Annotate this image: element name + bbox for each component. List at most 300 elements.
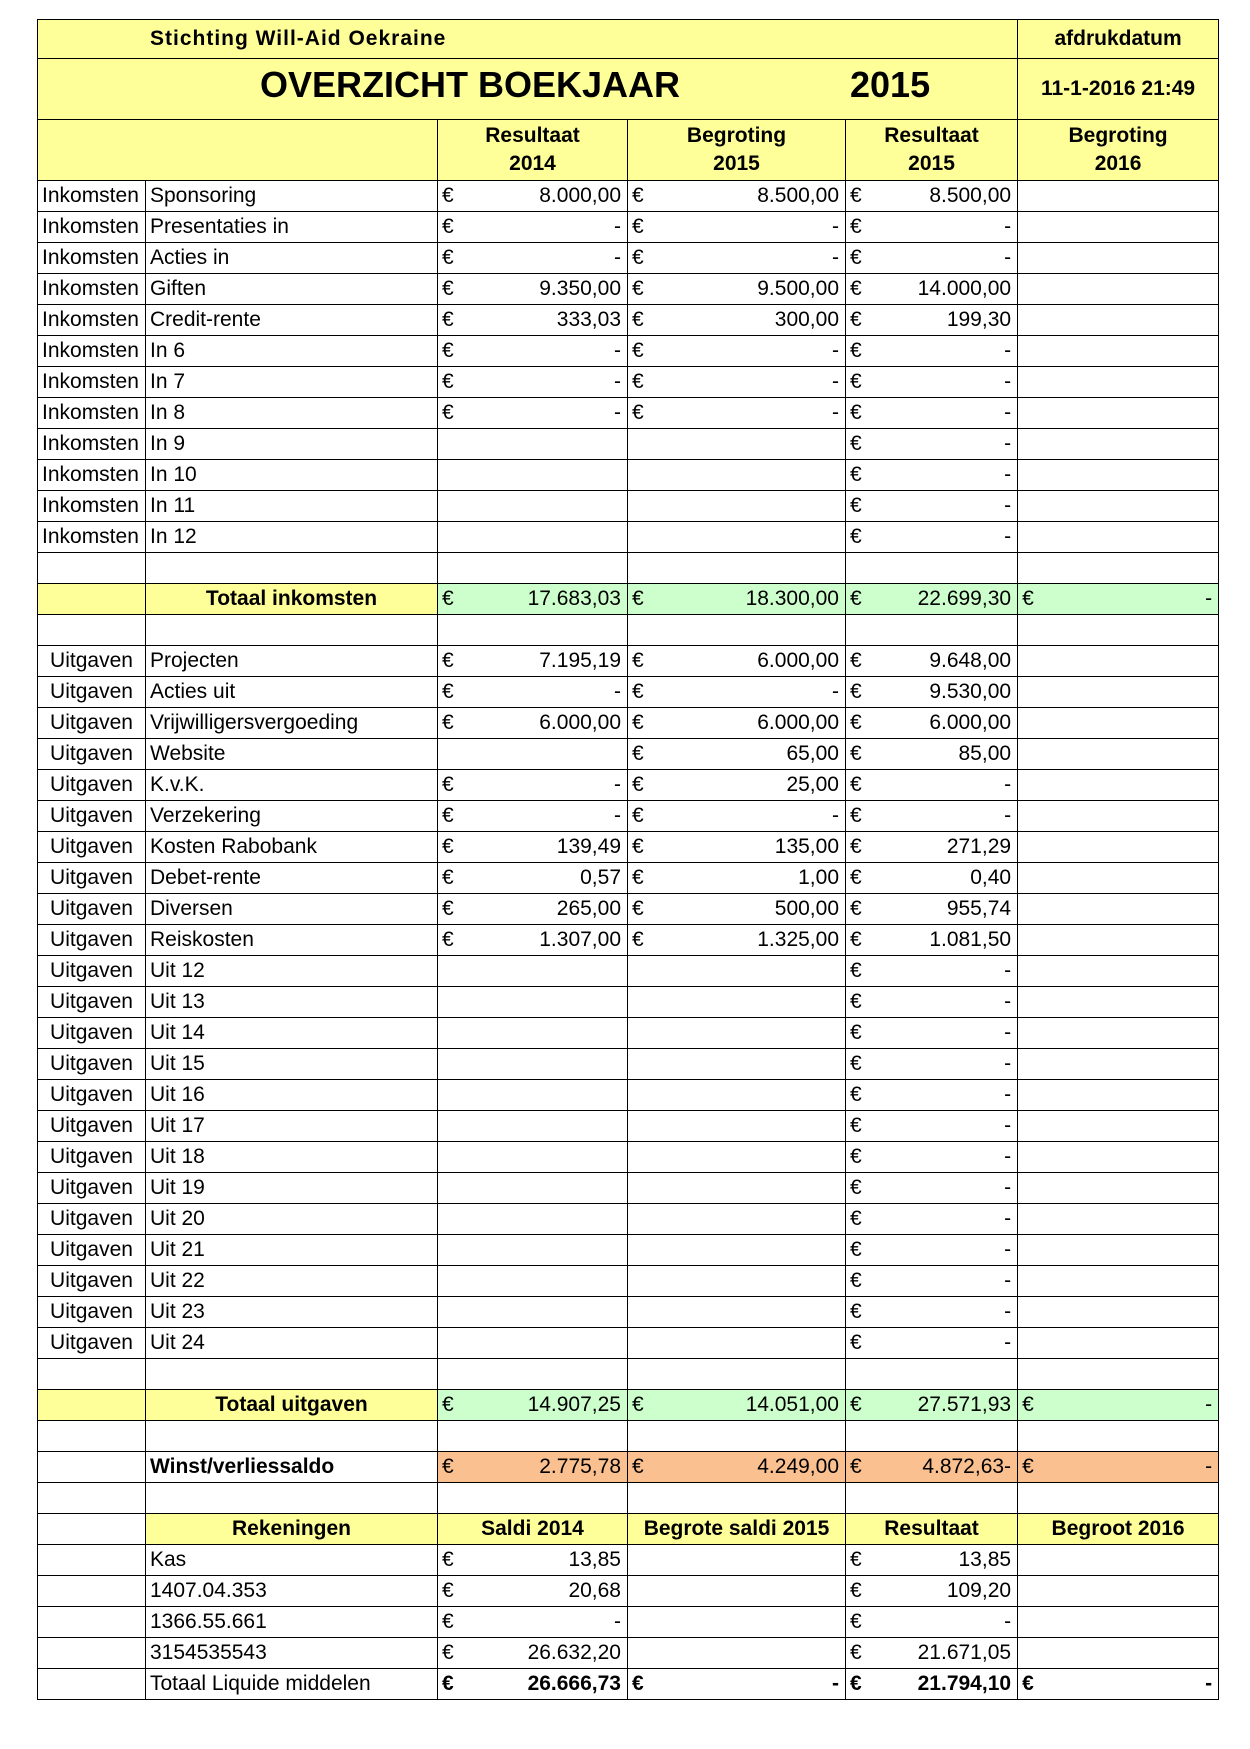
- budget-2016: [1018, 677, 1219, 708]
- empty-cell: [1018, 553, 1219, 584]
- budget-2015-value: [632, 213, 841, 241]
- amount: 265,00: [556, 897, 621, 920]
- budget-2015-value: [632, 306, 841, 334]
- euro-sign: €: [850, 277, 862, 300]
- budget-2015: [628, 1049, 846, 1080]
- accounts-total-result: [846, 1669, 1018, 1700]
- budget-2016: [1018, 646, 1219, 677]
- result-2014: [438, 987, 628, 1018]
- empty-cell: [1018, 615, 1219, 646]
- euro-sign: €: [632, 897, 644, 920]
- empty-cell: [38, 1359, 146, 1390]
- account-row: [38, 1638, 1219, 1669]
- amount: -: [1004, 959, 1012, 982]
- empty-cell: [146, 615, 438, 646]
- euro-sign: €: [442, 680, 454, 703]
- budget-2016: [1018, 863, 1219, 894]
- amount: -: [832, 401, 839, 424]
- result-2014: [438, 398, 628, 429]
- euro-sign: €: [850, 1083, 862, 1106]
- empty-cell: [1018, 1421, 1219, 1452]
- account-saldo-2014: [438, 1638, 628, 1669]
- budget-2016: [1018, 925, 1219, 956]
- result-2015: [846, 491, 1018, 522]
- euro-sign: €: [850, 866, 862, 889]
- account-budget-2016: [1018, 1545, 1219, 1576]
- result-2015-value: [850, 182, 1013, 210]
- account-result-value: [850, 1608, 1013, 1636]
- amount: -: [1004, 990, 1012, 1013]
- overview-sheet: [37, 19, 1219, 1700]
- row-label: Credit-rente: [146, 305, 438, 336]
- budget-2015: [628, 274, 846, 305]
- row-label: Projecten: [146, 646, 438, 677]
- total-budget-2016: [1018, 1390, 1219, 1421]
- euro-sign: €: [632, 928, 644, 951]
- empty-cell: [38, 1390, 146, 1421]
- budget-2015: [628, 770, 846, 801]
- budget-2016: [1018, 1328, 1219, 1359]
- empty-cell: [628, 1359, 846, 1390]
- result-2015: [846, 181, 1018, 212]
- spacer-row: [38, 1359, 1219, 1390]
- budget-2015: [628, 1111, 846, 1142]
- row-category: Inkomsten: [38, 398, 146, 429]
- amount: -: [1004, 525, 1012, 548]
- expense-total-row: [38, 1390, 1219, 1421]
- accounts-total-2014: [438, 1669, 628, 1700]
- amount: 6.000,00: [539, 711, 621, 734]
- result-2015-value: [850, 461, 1013, 489]
- result-2014: [438, 1328, 628, 1359]
- account-result-value: [850, 1639, 1013, 1667]
- euro-sign: €: [442, 1641, 454, 1664]
- table-row: [38, 677, 1219, 708]
- col-header-result-2015-line1: Resultaat: [884, 124, 979, 147]
- result-2014: [438, 460, 628, 491]
- result-2015-value: [850, 833, 1013, 861]
- budget-2015-value: [632, 709, 841, 737]
- euro-sign: €: [442, 711, 454, 734]
- empty-cell: [628, 553, 846, 584]
- amount: 0,40: [970, 866, 1012, 889]
- row-category: Uitgaven: [38, 1328, 146, 1359]
- result-2014: [438, 708, 628, 739]
- result-2015: [846, 1328, 1018, 1359]
- result-2015-value: [850, 244, 1013, 272]
- row-category: Uitgaven: [38, 1080, 146, 1111]
- result-2015: [846, 1297, 1018, 1328]
- amount: -: [614, 215, 621, 238]
- budget-2016: [1018, 398, 1219, 429]
- accounts-total-row: [38, 1669, 1219, 1700]
- account-budget-2016: [1018, 1576, 1219, 1607]
- euro-sign: €: [850, 990, 862, 1013]
- budget-2016: [1018, 491, 1219, 522]
- empty-cell: [1018, 1359, 1219, 1390]
- euro-sign: €: [850, 1145, 862, 1168]
- budget-2015: [628, 739, 846, 770]
- table-row: [38, 1266, 1219, 1297]
- row-label: Website: [146, 739, 438, 770]
- budget-2015-value: [632, 275, 841, 303]
- euro-sign: €: [850, 1641, 862, 1664]
- total-2015-value: [850, 585, 1013, 613]
- col-header-result-2015-line2: 2015: [908, 152, 955, 175]
- result-2014-value: [442, 306, 623, 334]
- budget-2015: [628, 987, 846, 1018]
- euro-sign: €: [632, 370, 644, 393]
- row-label: K.v.K.: [146, 770, 438, 801]
- row-category: Inkomsten: [38, 336, 146, 367]
- euro-sign: €: [442, 1393, 454, 1416]
- budget-2015: [628, 1204, 846, 1235]
- account-saldo-2014-value: [442, 1546, 623, 1574]
- empty-cell: [38, 1421, 146, 1452]
- row-category: Uitgaven: [38, 863, 146, 894]
- euro-sign: €: [442, 866, 454, 889]
- budget-2016: [1018, 429, 1219, 460]
- amount: -: [1004, 1269, 1012, 1292]
- amount: 955,74: [946, 897, 1012, 920]
- result-2015: [846, 274, 1018, 305]
- overview-title-cell: [38, 59, 1018, 120]
- euro-sign: €: [442, 215, 454, 238]
- amount: -: [614, 370, 621, 393]
- result-2014-value: [442, 244, 623, 272]
- euro-sign: €: [632, 339, 644, 362]
- account-budget-2016: [1018, 1607, 1219, 1638]
- result-2015-value: [850, 1267, 1013, 1295]
- amount: 9.648,00: [929, 649, 1012, 672]
- balance-row-label: Winst/verliessaldo: [146, 1452, 438, 1483]
- empty-cell: [38, 1638, 146, 1669]
- table-row: [38, 1018, 1219, 1049]
- budget-2016: [1018, 460, 1219, 491]
- total-budget-2015-value: [632, 585, 841, 613]
- euro-sign: €: [632, 587, 644, 610]
- row-label: Acties in: [146, 243, 438, 274]
- budget-2016: [1018, 708, 1219, 739]
- amount: 2.775,78: [539, 1455, 621, 1478]
- euro-sign: €: [632, 401, 644, 424]
- euro-sign: €: [850, 1548, 862, 1571]
- col-header-result-2015: [846, 120, 1018, 181]
- amount: 1,00: [798, 866, 839, 889]
- total-budget-2016-value: [1022, 1453, 1214, 1481]
- euro-sign: €: [850, 1300, 862, 1323]
- result-2014-value: [442, 337, 623, 365]
- amount: -: [1004, 1207, 1012, 1230]
- result-2015: [846, 243, 1018, 274]
- empty-cell: [628, 615, 846, 646]
- amount: -: [1004, 215, 1012, 238]
- row-label: Uit 12: [146, 956, 438, 987]
- accounts-header-row: [38, 1514, 1219, 1545]
- amount: -: [1004, 494, 1012, 517]
- amount: -: [832, 339, 839, 362]
- account-name: Kas: [146, 1545, 438, 1576]
- amount: 14.907,25: [527, 1393, 621, 1416]
- row-category: Uitgaven: [38, 677, 146, 708]
- budget-2015: [628, 832, 846, 863]
- table-row: [38, 801, 1219, 832]
- result-2015: [846, 305, 1018, 336]
- euro-sign: €: [850, 587, 862, 610]
- budget-2016: [1018, 832, 1219, 863]
- income-total-row-label: Totaal inkomsten: [146, 584, 438, 615]
- amount: -: [1004, 370, 1012, 393]
- budget-2016: [1018, 1297, 1219, 1328]
- empty-cell: [146, 553, 438, 584]
- result-2015: [846, 987, 1018, 1018]
- total-2014-value: [442, 1391, 623, 1419]
- budget-2016: [1018, 305, 1219, 336]
- total-budget-2015-value: [632, 1391, 841, 1419]
- euro-sign: €: [632, 1393, 644, 1416]
- empty-cell: [846, 553, 1018, 584]
- result-2015-value: [850, 895, 1013, 923]
- euro-sign: €: [442, 184, 454, 207]
- result-2015: [846, 708, 1018, 739]
- row-label: Uit 22: [146, 1266, 438, 1297]
- row-category: Uitgaven: [38, 1297, 146, 1328]
- amount: 333,03: [556, 308, 621, 331]
- total-budget-2016: [1018, 1452, 1219, 1483]
- amount: -: [614, 401, 621, 424]
- account-saldo-2014-value: [442, 1639, 623, 1667]
- euro-sign: €: [850, 1238, 862, 1261]
- euro-sign: €: [632, 308, 644, 331]
- total-2015: [846, 1390, 1018, 1421]
- euro-sign: €: [442, 897, 454, 920]
- row-category: Inkomsten: [38, 491, 146, 522]
- row-category: Inkomsten: [38, 305, 146, 336]
- euro-sign: €: [850, 1269, 862, 1292]
- row-category: Uitgaven: [38, 894, 146, 925]
- budget-2015-value: [632, 740, 841, 768]
- print-date-label: afdrukdatum: [1018, 20, 1219, 59]
- budget-2015: [628, 677, 846, 708]
- euro-sign: €: [850, 246, 862, 269]
- row-category: Inkomsten: [38, 460, 146, 491]
- euro-sign: €: [1022, 587, 1034, 610]
- amount: 139,49: [556, 835, 621, 858]
- result-2015: [846, 1173, 1018, 1204]
- result-2015: [846, 522, 1018, 553]
- result-2014: [438, 677, 628, 708]
- empty-cell: [438, 553, 628, 584]
- table-row: [38, 181, 1219, 212]
- result-2014: [438, 367, 628, 398]
- account-row: [38, 1545, 1219, 1576]
- accounts-total-2014-value: [442, 1670, 623, 1698]
- euro-sign: €: [632, 742, 644, 765]
- table-row: [38, 336, 1219, 367]
- budget-2016: [1018, 1111, 1219, 1142]
- amount: -: [832, 370, 839, 393]
- amount: -: [614, 246, 621, 269]
- result-2015-value: [850, 1143, 1013, 1171]
- row-label: Uit 17: [146, 1111, 438, 1142]
- empty-cell: [846, 1421, 1018, 1452]
- row-label: In 8: [146, 398, 438, 429]
- result-2014: [438, 1297, 628, 1328]
- row-category: Uitgaven: [38, 646, 146, 677]
- budget-2015: [628, 398, 846, 429]
- total-2014: [438, 1452, 628, 1483]
- row-category: Uitgaven: [38, 1173, 146, 1204]
- euro-sign: €: [632, 215, 644, 238]
- result-2015-value: [850, 864, 1013, 892]
- row-category: Inkomsten: [38, 212, 146, 243]
- amount: 109,20: [946, 1579, 1012, 1602]
- row-label: Reiskosten: [146, 925, 438, 956]
- accounts-header-s2014: Saldi 2014: [438, 1514, 628, 1545]
- total-budget-2015-value: [632, 1453, 841, 1481]
- total-2014-value: [442, 1453, 623, 1481]
- budget-2016: [1018, 1266, 1219, 1297]
- result-2014: [438, 491, 628, 522]
- budget-2015: [628, 429, 846, 460]
- amount: -: [614, 1610, 621, 1633]
- amount: -: [1004, 246, 1012, 269]
- empty-cell: [38, 1669, 146, 1700]
- table-row: [38, 243, 1219, 274]
- budget-2016: [1018, 1235, 1219, 1266]
- table-row: [38, 1204, 1219, 1235]
- amount: 20,68: [568, 1579, 621, 1602]
- row-category: Uitgaven: [38, 832, 146, 863]
- amount: 8.000,00: [539, 184, 621, 207]
- result-2014-value: [442, 213, 623, 241]
- euro-sign: €: [632, 835, 644, 858]
- result-2015-value: [850, 1081, 1013, 1109]
- euro-sign: €: [1022, 1393, 1034, 1416]
- empty-cell: [846, 1359, 1018, 1390]
- result-2015: [846, 336, 1018, 367]
- euro-sign: €: [850, 1114, 862, 1137]
- account-result: [846, 1607, 1018, 1638]
- total-2015-value: [850, 1391, 1013, 1419]
- budget-2016: [1018, 801, 1219, 832]
- budget-2015: [628, 1266, 846, 1297]
- table-row: [38, 522, 1219, 553]
- euro-sign: €: [442, 401, 454, 424]
- budget-2015: [628, 181, 846, 212]
- budget-2015: [628, 863, 846, 894]
- euro-sign: €: [850, 649, 862, 672]
- budget-2015-value: [632, 244, 841, 272]
- result-2014-value: [442, 864, 623, 892]
- euro-sign: €: [442, 773, 454, 796]
- budget-2016: [1018, 522, 1219, 553]
- euro-sign: €: [442, 1455, 454, 1478]
- euro-sign: €: [632, 1672, 644, 1695]
- account-saldo-2014: [438, 1607, 628, 1638]
- amount: 27.571,93: [917, 1393, 1012, 1416]
- euro-sign: €: [632, 866, 644, 889]
- row-label: In 11: [146, 491, 438, 522]
- table-row: [38, 1297, 1219, 1328]
- amount: 14.051,00: [745, 1393, 839, 1416]
- amount: 14.000,00: [917, 277, 1012, 300]
- row-label: Uit 16: [146, 1080, 438, 1111]
- result-2015: [846, 956, 1018, 987]
- print-date: 11-1-2016 21:49: [1018, 59, 1219, 120]
- empty-cell: [38, 1452, 146, 1483]
- amount: 8.500,00: [929, 184, 1012, 207]
- empty-cell: [38, 1483, 146, 1514]
- amount: -: [614, 680, 621, 703]
- result-2015: [846, 739, 1018, 770]
- amount: 6.000,00: [757, 711, 839, 734]
- budget-2015: [628, 1328, 846, 1359]
- euro-sign: €: [850, 525, 862, 548]
- account-saldo-2014: [438, 1545, 628, 1576]
- result-2014: [438, 894, 628, 925]
- result-2015-value: [850, 740, 1013, 768]
- budget-2015: [628, 491, 846, 522]
- result-2015-value: [850, 368, 1013, 396]
- budget-2015-value: [632, 833, 841, 861]
- amount: 271,29: [946, 835, 1012, 858]
- amount: 9.530,00: [929, 680, 1012, 703]
- euro-sign: €: [850, 959, 862, 982]
- amount: -: [1205, 1455, 1213, 1478]
- empty-cell: [1018, 1483, 1219, 1514]
- euro-sign: €: [850, 184, 862, 207]
- row-category: Uitgaven: [38, 987, 146, 1018]
- budget-2016: [1018, 1173, 1219, 1204]
- result-2014: [438, 1142, 628, 1173]
- budget-2015: [628, 1080, 846, 1111]
- header-blank: [38, 120, 438, 181]
- amount: -: [832, 680, 839, 703]
- total-budget-2015: [628, 584, 846, 615]
- euro-sign: €: [442, 308, 454, 331]
- budget-2015: [628, 243, 846, 274]
- result-2014: [438, 274, 628, 305]
- result-2014: [438, 1111, 628, 1142]
- euro-sign: €: [442, 277, 454, 300]
- budget-2016: [1018, 1204, 1219, 1235]
- budget-2016: [1018, 956, 1219, 987]
- table-row: [38, 1173, 1219, 1204]
- result-2015: [846, 801, 1018, 832]
- euro-sign: €: [850, 494, 862, 517]
- row-label: Uit 18: [146, 1142, 438, 1173]
- spacer-row: [38, 615, 1219, 646]
- account-budget-2015: [628, 1576, 846, 1607]
- result-2015-value: [850, 678, 1013, 706]
- budget-2016: [1018, 1142, 1219, 1173]
- result-2015-value: [850, 1112, 1013, 1140]
- amount: 65,00: [786, 742, 839, 765]
- row-label: Vrijwilligersvergoeding: [146, 708, 438, 739]
- euro-sign: €: [850, 928, 862, 951]
- amount: -: [1004, 1083, 1012, 1106]
- amount: -: [614, 773, 621, 796]
- row-label: Uit 14: [146, 1018, 438, 1049]
- accounts-header-res: Resultaat: [846, 1514, 1018, 1545]
- account-budget-2015: [628, 1638, 846, 1669]
- budget-2015-value: [632, 771, 841, 799]
- income-total-row: [38, 584, 1219, 615]
- amount: -: [832, 246, 839, 269]
- amount: 9.500,00: [757, 277, 839, 300]
- amount: -: [1004, 804, 1012, 827]
